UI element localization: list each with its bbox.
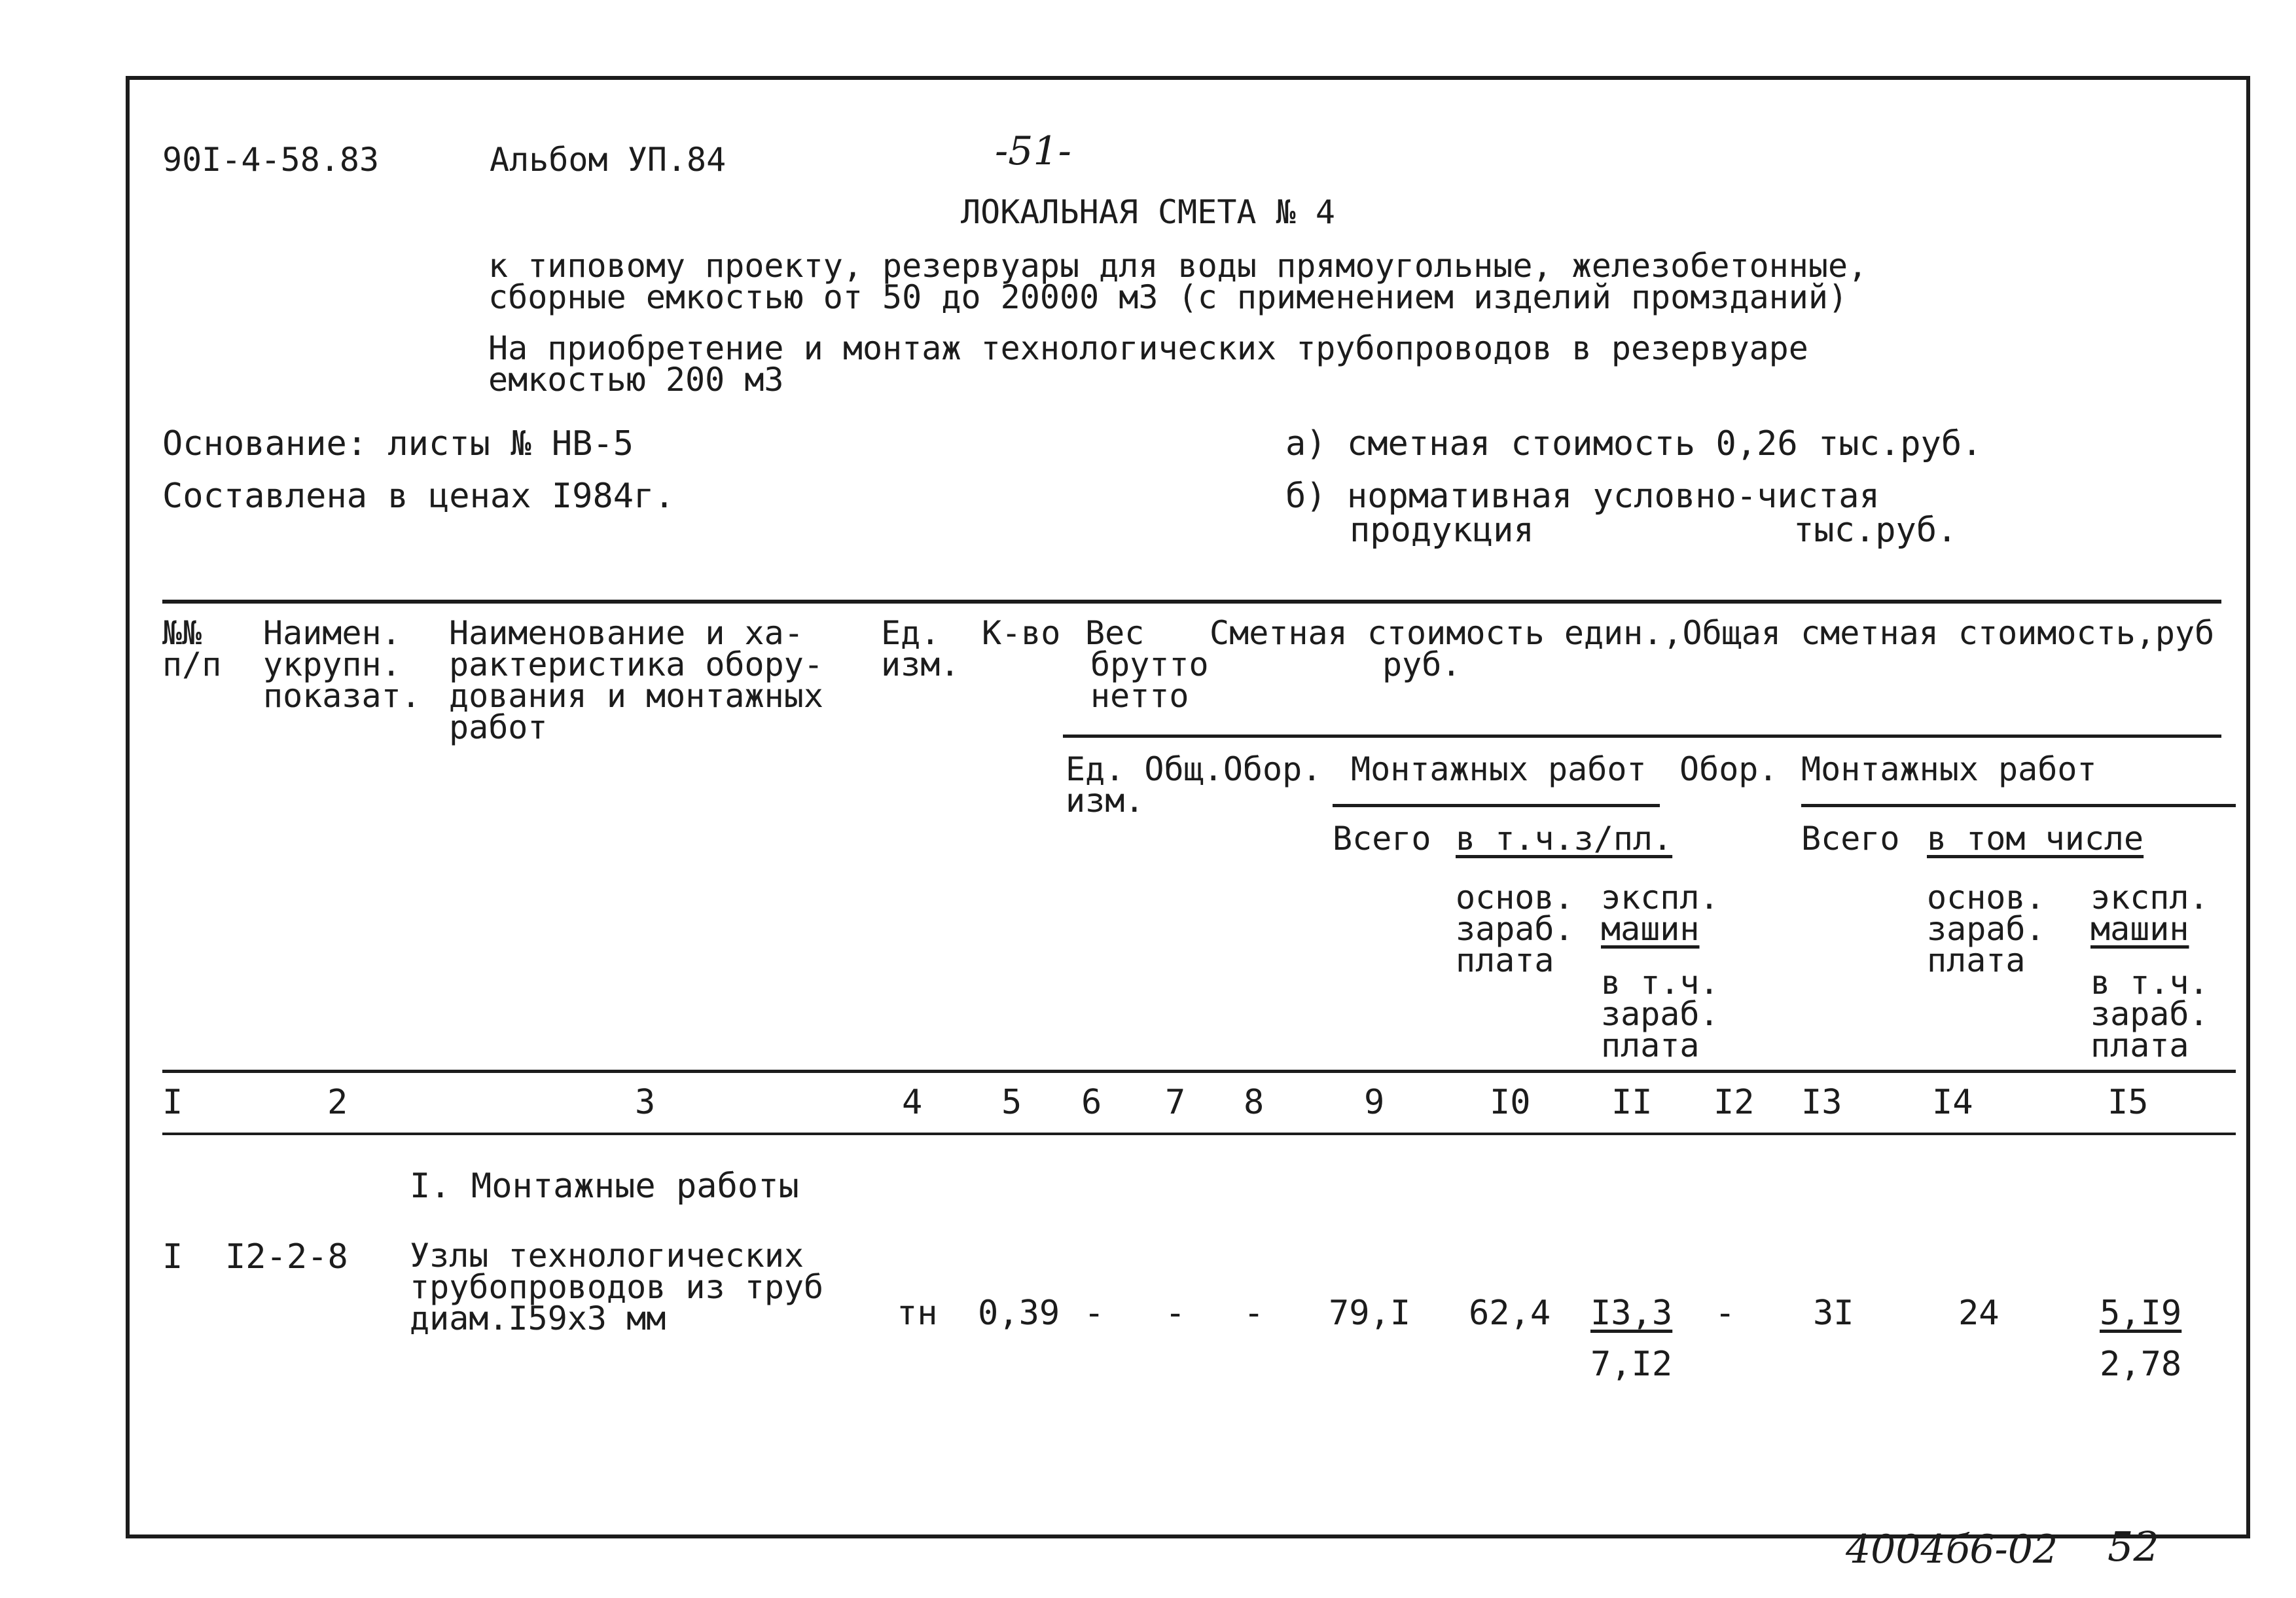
basis-text: Основание: листы № НВ-5 [162, 424, 634, 463]
row-col14: 24 [1958, 1294, 2000, 1333]
row-col11-bottom: 7,I2 [1590, 1345, 1673, 1384]
col-number: I4 [1932, 1083, 1973, 1122]
hdr-name-l4: работ [449, 708, 548, 746]
row-col13: 3I [1813, 1294, 1854, 1333]
hdr-weight-l3: нетто [1090, 677, 1189, 715]
col-number: 6 [1081, 1083, 1102, 1122]
hdr-machine2-wage-l2: зараб. [2090, 995, 2209, 1033]
col-number: I2 [1713, 1083, 1755, 1122]
hdr-mont-works-2: Монтажных работ [1801, 750, 2097, 788]
row-col8: - [1244, 1294, 1265, 1333]
column-numbers-rule [162, 1133, 2236, 1135]
row-name-l3: диам.I59х3 мм [410, 1299, 666, 1337]
header-rule-3b [1801, 804, 2236, 807]
row-number: I [162, 1237, 183, 1277]
hdr-machine-wage-l3: плата [1601, 1026, 1700, 1064]
row-col15-bottom: 2,78 [2100, 1345, 2182, 1384]
hdr-num-l1: №№ [162, 614, 202, 652]
hdr-equipment: Обор. [1679, 750, 1778, 788]
hdr-including: в том числе [1927, 820, 2144, 858]
hdr-weight-l1: Вес [1085, 614, 1145, 652]
hdr-unit-l1: Ед. [881, 614, 941, 652]
hdr-unit-l2: изм. [881, 645, 960, 683]
col-number: I5 [2108, 1083, 2149, 1122]
normative-output-line-2: продукция [1350, 511, 1534, 550]
doc-code: 90I-4-58.83 [162, 141, 380, 179]
hdr-machine2-l1: экспл. [2090, 879, 2209, 917]
handwritten-sheet-number: 52 [2108, 1523, 2159, 1571]
col-number: 7 [1165, 1083, 1186, 1122]
hdr-unit-group-l1: Ед. Общ.Обор. [1066, 750, 1322, 788]
header-rule-3a [1333, 804, 1660, 807]
hdr-base-wage2-l2: зараб. [1927, 910, 2045, 948]
purpose-line-1: На приобретение и монтаж технологических трубопроводов в резервуаре [488, 329, 1808, 367]
col-number: I [162, 1083, 183, 1122]
hdr-machine-wage-l2: зараб. [1601, 995, 1719, 1033]
handwritten-archive-code: 4004б6-02 [1846, 1527, 2058, 1572]
row-col9: 79,I [1329, 1294, 1411, 1333]
subtitle-line-2: сборные емкостью от 50 до 20000 м3 (с применением изделий промзданий) [488, 278, 1848, 316]
normative-output-unit: тыс.руб. [1793, 511, 1958, 550]
row-unit: тн [897, 1294, 938, 1333]
purpose-line-2: емкостью 200 м3 [488, 361, 784, 399]
hdr-weight-l2: брутто [1090, 645, 1209, 683]
row-col15-top: 5,I9 [2100, 1294, 2182, 1333]
hdr-name-l1: Наименование и ха- [449, 614, 804, 652]
row-col12: - [1715, 1294, 1736, 1333]
hdr-name-l3: дования и монтажных [449, 677, 823, 715]
header-bottom-rule [162, 1070, 2236, 1073]
row-code: I2-2-8 [225, 1237, 348, 1277]
hdr-code-l2: укрупн. [263, 645, 401, 683]
row-qty: 0,39 [978, 1294, 1060, 1333]
hdr-machine-l1: экспл. [1601, 879, 1719, 917]
hdr-code-l3: показат. [263, 677, 421, 715]
hdr-cost-top-l2: руб. [1382, 645, 1462, 683]
hdr-base-wage2-l3: плата [1927, 941, 2026, 979]
hdr-num-l2: п/п [162, 645, 222, 683]
hdr-code-l1: Наимен. [263, 614, 401, 652]
col-number: 3 [635, 1083, 656, 1122]
hdr-incl-wages: в т.ч.з/пл. [1456, 820, 1673, 858]
prices-text: Составлена в ценах I984г. [162, 477, 675, 516]
hdr-total-2: Всего [1801, 820, 1900, 858]
hdr-base-wage-l3: плата [1456, 941, 1554, 979]
handwritten-page-number: -51- [995, 128, 1071, 174]
row-col7: - [1165, 1294, 1186, 1333]
hdr-total-1: Всего [1333, 820, 1431, 858]
col-number: 4 [902, 1083, 923, 1122]
col-number: 8 [1244, 1083, 1265, 1122]
col-number: II [1611, 1083, 1653, 1122]
row-col11-top: I3,3 [1590, 1294, 1673, 1333]
table-top-rule [162, 600, 2221, 604]
subtitle-line-1: к типовому проекту, резервуары для воды прямоугольные, железобетонные, [488, 247, 1868, 285]
col-number: I0 [1490, 1083, 1531, 1122]
hdr-base-wage-l2: зараб. [1456, 910, 1574, 948]
col-number: I3 [1801, 1083, 1842, 1122]
row-col6: - [1084, 1294, 1105, 1333]
row-name-l1: Узлы технологических [410, 1237, 804, 1275]
estimated-cost: а) сметная стоимость 0,26 тыс.руб. [1285, 424, 1982, 463]
hdr-unit-group-l2: изм. [1066, 782, 1145, 820]
hdr-machine2-wage-l3: плата [2090, 1026, 2189, 1064]
hdr-machine-l2: машин [1601, 910, 1700, 948]
hdr-name-l2: рактеристика обору- [449, 645, 823, 683]
hdr-base-wage-l1: основ. [1456, 879, 1574, 917]
hdr-machine2-l2: машин [2090, 910, 2189, 948]
hdr-machine2-wage-l1: в т.ч. [2090, 964, 2209, 1002]
header-rule-2 [1063, 735, 2221, 738]
estimate-title: ЛОКАЛЬНАЯ СМЕТА № 4 [961, 193, 1335, 231]
col-number: 5 [1001, 1083, 1022, 1122]
col-number: 9 [1364, 1083, 1385, 1122]
hdr-cost-top-l1: Сметная стоимость един.,Общая сметная стоимость,руб [1210, 614, 2215, 652]
col-number: 2 [327, 1083, 348, 1122]
hdr-machine-wage-l1: в т.ч. [1601, 964, 1719, 1002]
album-label: Альбом УП.84 [490, 141, 726, 179]
hdr-base-wage2-l1: основ. [1927, 879, 2045, 917]
row-name-l2: трубопроводов из труб [410, 1268, 824, 1306]
normative-output-line-1: б) нормативная условно-чистая [1285, 477, 1880, 516]
hdr-qty: К-во [982, 614, 1061, 652]
row-col10: 62,4 [1469, 1294, 1551, 1333]
section-title: I. Монтажные работы [410, 1167, 799, 1206]
hdr-mont-works-1: Монтажных работ [1351, 750, 1647, 788]
